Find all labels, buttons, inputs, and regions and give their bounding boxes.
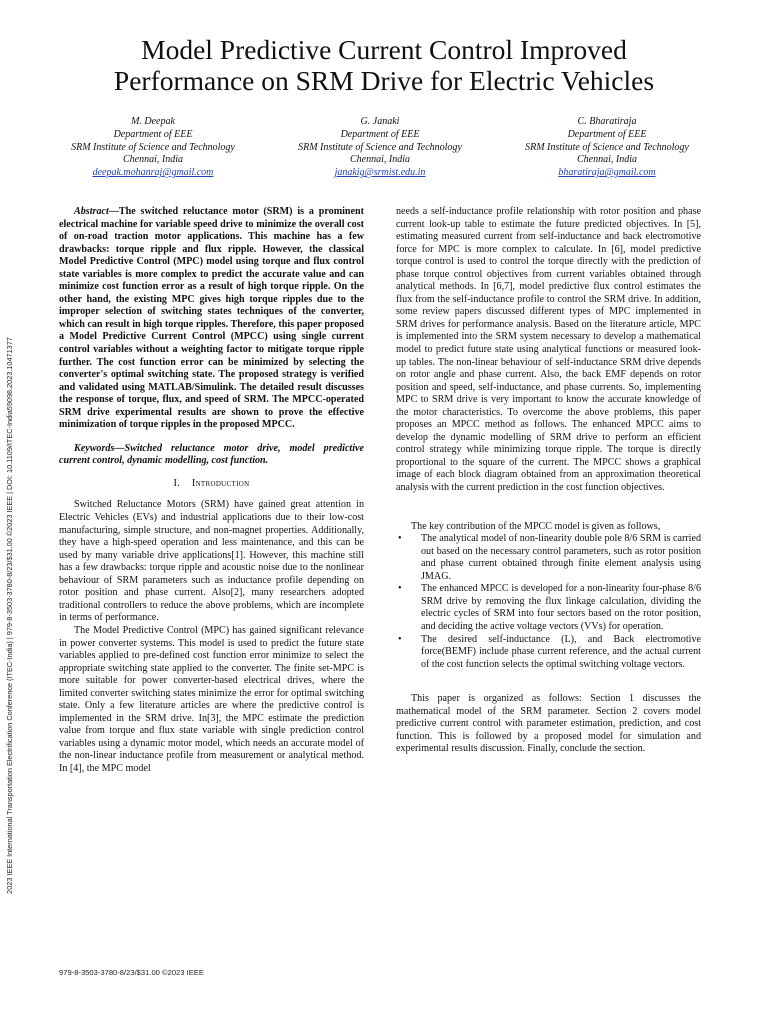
section-heading-introduction [59,478,364,491]
title-line-1: Model Predictive Current Control Improved [141,34,627,65]
contribution-list [396,533,701,671]
author-department: Department of EEE [113,128,193,140]
right-column [396,206,701,756]
right-paragraph-1: needs a self-inductance profile relationship with rotor position and phase current look-up table to estimate the future predicted objectives. In [5], estimating measured current from self-inductance and back electromotive force for MPC is more complex to calculate. In [6], model predictive torque control is used to control the torque directly with the prediction of phase torque control objectives from current variables obtained through analytical methods. In [6,7], model predictive flux control estimates the flux from the self-inductance profile to control the SRM drive. In addition, some review papers discussed different types of MPC implemented in SRM drives for performance analysis. Based on the literature article, MPC is implemented into the SRM system necessary to develop a mathematical model to predict future state using analytical functions or measured look-up tables. The non-linear behaviour of self-inductance SRM drive depends on rotor angle and phase current. Also, the back EMF depends on rotor position and speed, self-inductance, and phase currents. So, implementing MPC to SRM drive is very important to know the accurate knowledge of the motor characteristics. To overcome the above problems, this paper proposes an MPCC method as follows. The enhanced MPCC aims to develop the dynamic modelling of SRM drive to perform an efficient control strategy while minimizing torque ripple. The torque is directly proportional to the square of the current. The MPCC shows a graphical image of each block diagram obtained from an approximation theoretical analysis with the current prediction in the cost function objectives. [396,206,701,494]
author-name: G. Janaki [360,116,400,127]
author-email-link[interactable]: bharatiraja@gmail.com [558,167,656,179]
author-1 [40,116,266,180]
title-line-2: Performance on SRM Drive for Electric Vehicles [113,65,655,96]
author-3 [494,116,720,180]
organization-paragraph: This paper is organized as follows: Section 1 discusses the mathematical model of the SRM parameter. Section 2 covers model predictive current control with parameter estimation, prediction, and cost function. This is followed by a proposed model for simulation and experimental results discussion. Finally, conclude the section. [396,693,701,755]
page-footer: 979-8-3503-3780-8/23/$31.00 ©2023 IEEE [59,968,204,977]
list-item: • The desired self-inductance (L), and Back electromotive force(BEMF) include phase current reference, and the actual current of the cost function selects the optimal switching voltage vectors. [396,634,701,672]
author-department: Department of EEE [567,128,647,140]
author-name: M. Deepak [131,116,175,127]
author-2 [267,116,493,180]
section-number: I. [173,477,181,489]
keywords-body: —Switched reluctance motor drive, model predictive current control, dynamic modelling, cost function. [59,442,364,467]
author-city: Chennai, India [350,154,410,166]
section-title: Introduction [191,477,250,489]
author-city: Chennai, India [123,154,183,166]
side-citation [2,270,16,960]
paper-title [40,34,728,96]
keywords-label: Keywords [74,442,115,454]
abstract-label: Abstract [74,206,109,217]
left-column [59,206,364,776]
abstract [59,206,364,432]
contribution-intro: The key contribution of the MPCC model is given as follows, [411,520,661,532]
author-city: Chennai, India [577,154,637,166]
author-institution: SRM Institute of Science and Technology [525,141,689,153]
author-email-link[interactable]: janakig@srmist.edu.in [334,167,426,179]
list-item: • The analytical model of non-linearity double pole 8/6 SRM is carried out based on the necessary control parameters, such as rotor position and phase current obtained through finite element analysis using JMAG. [396,533,701,583]
side-citation-text: 2023 IEEE International Transportation Electrification Conference (ITEC-India) | 979-8-3503-3780-8/23/$31.00 ©2023 IEEE | DOI: 10.1109/ITEC-India59098.2023.10471377 [4,336,14,894]
intro-paragraph-2: The Model Predictive Control (MPC) has gained significant relevance in power converter systems. This model is used to predict the future state variables applied to pre-defined cost function error minimize to select the appropriate switching state applied to the converter. The finite set-MPC is more suitable for power converter-based electrical drives, where the limited converter switching states minimize the error for optimal switching state. Only a few literature articles are where the predictive control is implemented in the SRM drive. In[3], the MPC estimate the prediction value from torque and flux state variable with single prediction control variables using a dynamic motor model, which needs an accurate model of the non-linear inductance profile from measurement or analytical method. In [4], the MPC model [59,624,364,774]
intro-paragraph-1: Switched Reluctance Motors (SRM) have gained great attention in Electric Vehicles (EVs) and industrial applications due to their low-cost manufacturing, simple structure, and non-magnet properties. Additionally, they have a high-speed operation and less maintenance, and this can be used by many variable drive applications[1]. However, this machine still has a few drawbacks: torque ripple and acoustic noise due to the nonlinear behaviour of SRM parameters such as inductance profile depending on rotor position and phase current. Also[2], many researchers adopted traditional controllers to reduce the above problems, which are incomplete in terms of performance. [59,499,364,624]
author-email-link[interactable]: deepak.mohanraj@gmail.com [92,167,214,179]
author-name: C. Bharatiraja [577,116,637,127]
list-item: • The enhanced MPCC is developed for a non-linearity four-phase 8/6 SRM drive by removing the flux linkage calculation, dividing the electric cycles of SRM into four sectors based on the rotor position, and deciding the active voltage vectors (VVs) for operation. [396,583,701,633]
author-institution: SRM Institute of Science and Technology [71,141,235,153]
keywords [59,443,364,468]
author-institution: SRM Institute of Science and Technology [298,141,462,153]
author-department: Department of EEE [340,128,420,140]
abstract-body: —The switched reluctance motor (SRM) is a prominent electrical machine for variable speed drive to minimize the overall cost of on-road traction motor applications. This machine has a few drawbacks: torque ripple and flux ripple. However, the classical Model Predictive Control (MPC) model using torque and flux control state variables is more complex to predict the accurate value and can minimize cost function error as a result of high torque ripple. On the other hand, the existing MPC gives high torque ripples due to the improper selection of switching states techniques of the converter, which can result in high torque ripples. Therefore, this paper proposed a Model Predictive Current Control (MPCC) using single current control variables without a weighting factor to mitigate torque ripple further. The cost function error can be minimized by selecting the converter's optimal switching state. The proposed strategy is verified and validated using MATLAB/Simulink. The detailed result discusses the response of torque, flux, and speed of SRM. The MPCC-operated SRM drive experimental results are shown to prove the effective minimization of torque ripples in the proposed MPCC. [59,206,364,431]
